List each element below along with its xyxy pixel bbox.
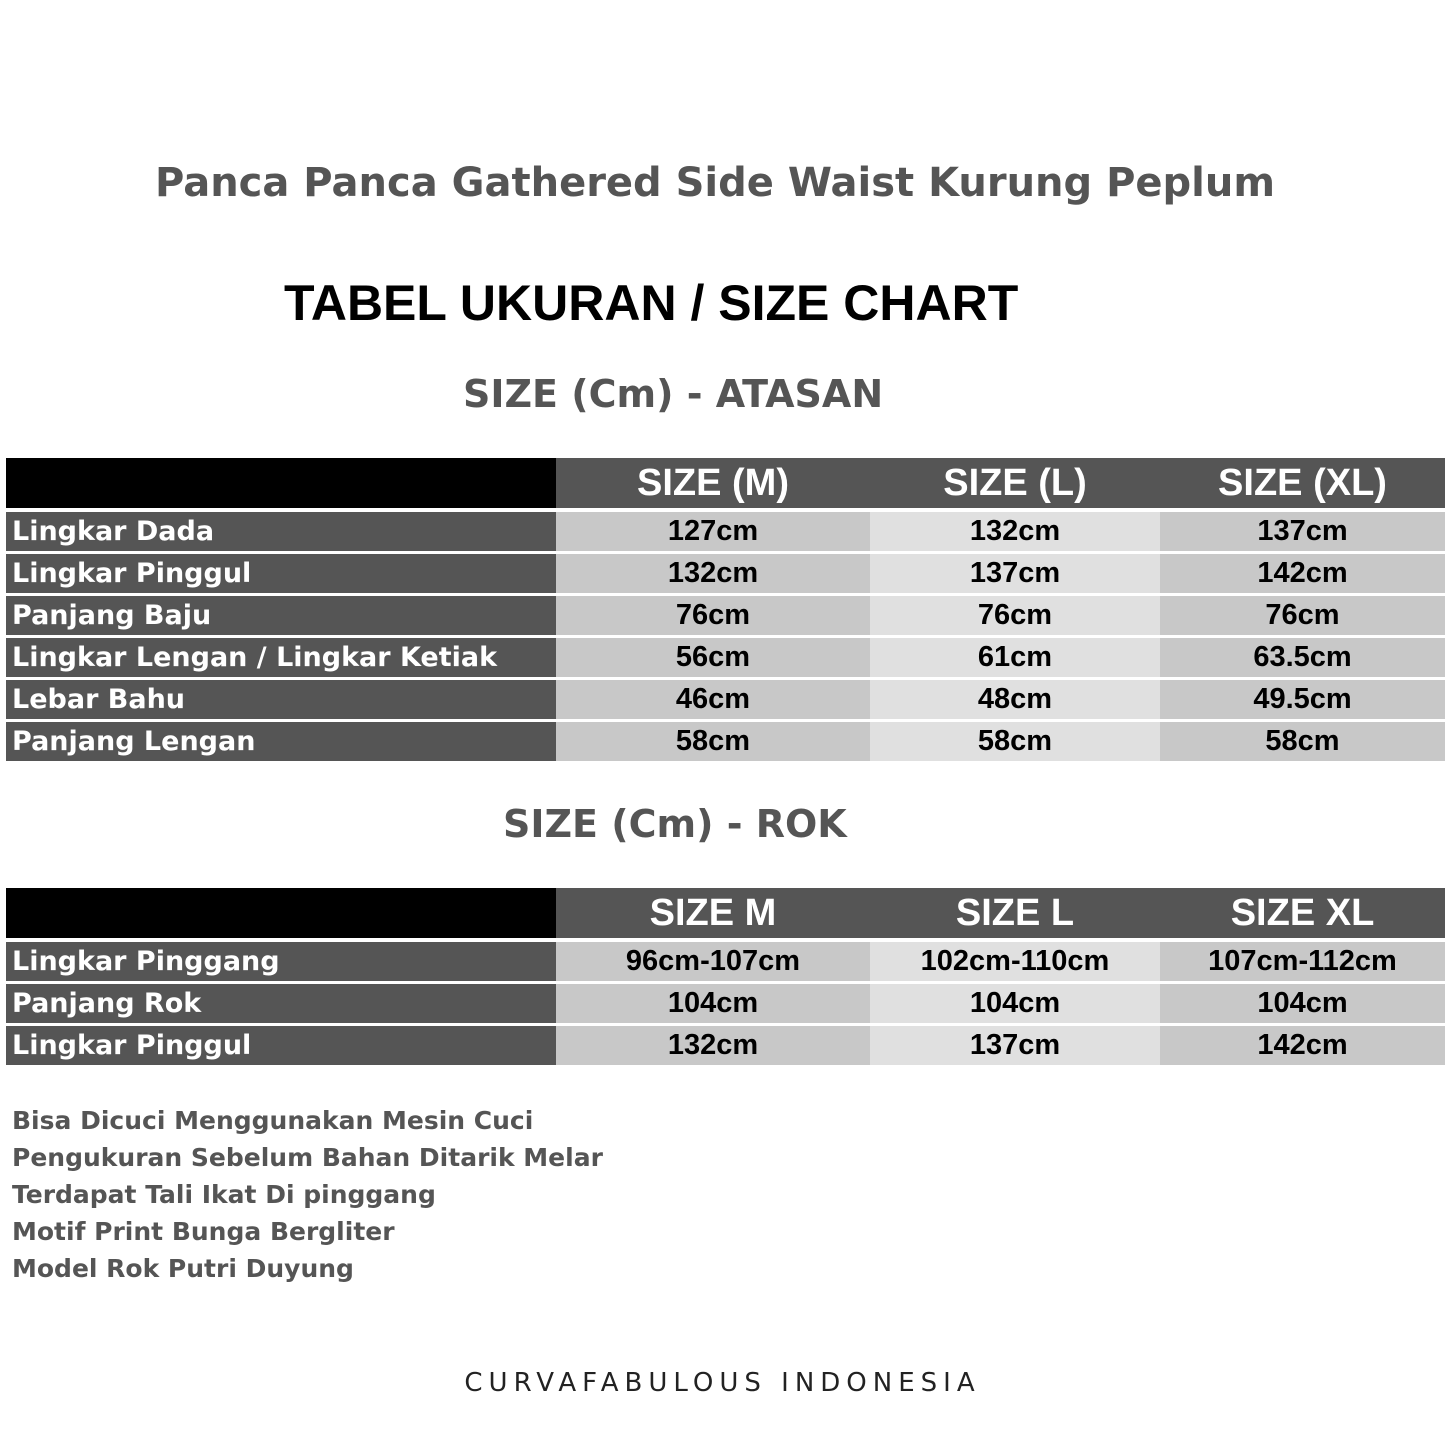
size-value-cell: 56cm — [556, 638, 870, 677]
size-value-cell: 76cm — [870, 596, 1160, 635]
note-item: Motif Print Bunga Bergliter — [12, 1217, 395, 1246]
row-label-cell: Lingkar Lengan / Lingkar Ketiak — [6, 638, 556, 677]
size-value-cell: 132cm — [556, 1026, 870, 1065]
brand-footer: CURVAFABULOUS INDONESIA — [464, 1368, 981, 1398]
table-row — [6, 596, 1445, 635]
size-value-cell: 61cm — [870, 638, 1160, 677]
row-label-cell: Panjang Baju — [6, 596, 556, 635]
size-value-cell: 137cm — [870, 1026, 1160, 1065]
table-row — [6, 554, 1445, 593]
note-item: Pengukuran Sebelum Bahan Ditarik Melar — [12, 1143, 603, 1172]
size-value-cell: 127cm — [556, 512, 870, 551]
size-value-cell: 132cm — [870, 512, 1160, 551]
size-chart-heading: TABEL UKURAN / SIZE CHART — [284, 275, 1019, 331]
row-label-cell: Panjang Rok — [6, 984, 556, 1023]
size-value-cell: 76cm — [1160, 596, 1445, 635]
size-value-cell: 102cm-110cm — [870, 942, 1160, 981]
size-value-cell: 142cm — [1160, 1026, 1445, 1065]
row-label-cell — [6, 888, 556, 938]
size-value-cell: 137cm — [870, 554, 1160, 593]
note-item: Model Rok Putri Duyung — [12, 1254, 354, 1283]
size-value-cell: SIZE (M) — [556, 458, 870, 508]
size-value-cell: 104cm — [1160, 984, 1445, 1023]
row-label-cell — [6, 458, 556, 508]
size-value-cell: 104cm — [870, 984, 1160, 1023]
table-row — [6, 638, 1445, 677]
rok-subtitle: SIZE (Cm) - ROK — [503, 802, 847, 846]
size-value-cell: 142cm — [1160, 554, 1445, 593]
product-title: Panca Panca Gathered Side Waist Kurung Peplum — [154, 160, 1276, 206]
size-value-cell: SIZE L — [870, 888, 1160, 938]
size-value-cell: 96cm-107cm — [556, 942, 870, 981]
size-value-cell: 132cm — [556, 554, 870, 593]
table-row — [6, 680, 1445, 719]
size-value-cell: 137cm — [1160, 512, 1445, 551]
atasan-size-table — [6, 458, 1445, 764]
table-row — [6, 722, 1445, 761]
table-header-row — [6, 888, 1445, 938]
size-value-cell: 63.5cm — [1160, 638, 1445, 677]
size-value-cell: 58cm — [1160, 722, 1445, 761]
size-value-cell: 107cm-112cm — [1160, 942, 1445, 981]
size-value-cell: 104cm — [556, 984, 870, 1023]
size-value-cell: SIZE M — [556, 888, 870, 938]
note-item: Bisa Dicuci Menggunakan Mesin Cuci — [12, 1106, 534, 1135]
row-label-cell: Lingkar Pinggang — [6, 942, 556, 981]
table-row — [6, 942, 1445, 981]
row-label-cell: Lingkar Pinggul — [6, 554, 556, 593]
table-row — [6, 984, 1445, 1023]
size-value-cell: SIZE (L) — [870, 458, 1160, 508]
row-label-cell: Lingkar Pinggul — [6, 1026, 556, 1065]
size-value-cell: 58cm — [870, 722, 1160, 761]
row-label-cell: Lebar Bahu — [6, 680, 556, 719]
size-value-cell: 49.5cm — [1160, 680, 1445, 719]
row-label-cell: Lingkar Dada — [6, 512, 556, 551]
note-item: Terdapat Tali Ikat Di pinggang — [12, 1180, 436, 1209]
product-notes — [12, 1102, 603, 1287]
size-value-cell: 76cm — [556, 596, 870, 635]
size-value-cell: 58cm — [556, 722, 870, 761]
table-row — [6, 512, 1445, 551]
atasan-subtitle: SIZE (Cm) - ATASAN — [463, 372, 884, 416]
size-value-cell: 46cm — [556, 680, 870, 719]
size-value-cell: SIZE (XL) — [1160, 458, 1445, 508]
row-label-cell: Panjang Lengan — [6, 722, 556, 761]
size-value-cell: 48cm — [870, 680, 1160, 719]
rok-size-table — [6, 888, 1445, 1068]
size-value-cell: SIZE XL — [1160, 888, 1445, 938]
table-row — [6, 1026, 1445, 1065]
table-header-row — [6, 458, 1445, 508]
